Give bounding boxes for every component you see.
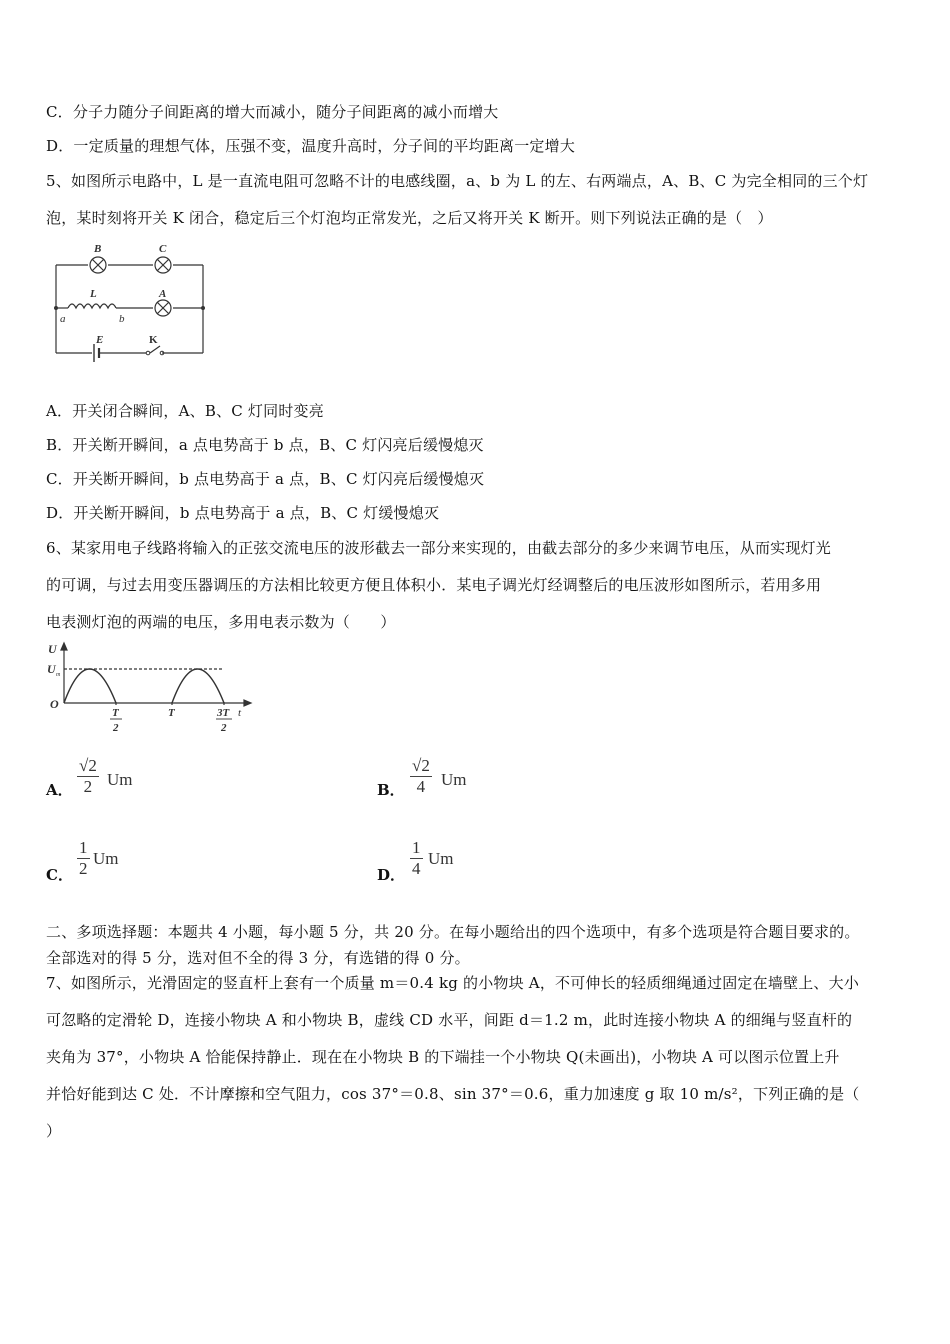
q6-option-d-numerator: 1 [412, 838, 421, 857]
q6-option-a-label: A． [46, 781, 73, 799]
q6-option-b-label: B． [377, 781, 405, 799]
q6-option-d-denominator: 4 [412, 859, 421, 878]
q6-option-a-denominator: 2 [83, 777, 93, 796]
q6-option-c-label: C． [46, 866, 73, 884]
q6-stem-line1: 6、某家用电子线路将输入的正弦交流电压的波形截去一部分来实现的，由截去部分的多少来调节电压，从而实现灯光 [46, 539, 831, 557]
switch-label: K [149, 334, 158, 346]
q7-stem-line2: 可忽略的定滑轮 D，连接小物块 A 和小物块 B，虚线 CD 水平，间距 d＝1.2 m，此时连接小物块 A 的细绳与竖直杆的 [46, 1011, 853, 1029]
q6-option-a-fraction [77, 756, 99, 797]
tick-t: T [168, 707, 175, 719]
q6-option-b-unit: Um [441, 770, 467, 789]
q4-option-c: C．分子力随分子间距离的增大而减小，随分子间距离的减小而增大 [46, 103, 499, 121]
tick-half-t-den: 2 [113, 722, 119, 734]
q6-option-b-numerator: √2 [412, 756, 430, 775]
q5-circuit-figure [48, 240, 218, 365]
q6-option-c-fraction [77, 838, 90, 879]
lamp-a-label: A [159, 288, 167, 300]
q6-stem-line3: 电表测灯泡的两端的电压，多用电表示数为（ ） [46, 613, 396, 631]
q5-option-a: A．开关闭合瞬间，A、B、C 灯同时变亮 [46, 402, 324, 420]
q7-stem-line1: 7、如图所示，光滑固定的竖直杆上套有一个质量 m＝0.4 kg 的小物块 A，不可伸长的轻质细绳通过固定在墙壁上、大小 [46, 974, 860, 992]
tick-half-t-num: T [112, 707, 119, 719]
q6-stem-line2: 的可调，与过去用变压器调压的方法相比较更方便且体积小．某电子调光灯经调整后的电压波形如图所示，若用多用 [46, 576, 822, 594]
q5-stem-line1: 5、如图所示电路中，L 是一直流电阻可忽略不计的电感线圈，a、b 为 L 的左、右两端点，A、B、C 为完全相同的三个灯 [46, 172, 869, 190]
q6-option-c-denominator: 2 [79, 859, 88, 878]
q6-option-c-numerator: 1 [79, 838, 88, 857]
section2-header-line1: 二、多项选择题：本题共 4 小题，每小题 5 分，共 20 分。在每小题给出的四个选项中，有多个选项是符合题目要求的。 [46, 923, 860, 941]
q5-option-c: C．开关断开瞬间，b 点电势高于 a 点，B、C 灯闪亮后缓慢熄灭 [46, 470, 485, 488]
q6-option-a-numerator: √2 [79, 756, 97, 775]
q5-option-b: B．开关断开瞬间，a 点电势高于 b 点，B、C 灯闪亮后缓慢熄灭 [46, 436, 484, 454]
q7-stem-line5: ） [46, 1122, 62, 1140]
q6-option-d-unit: Um [428, 849, 454, 868]
lamp-c-label: C [159, 243, 167, 255]
tick-3half-t-den: 2 [221, 722, 227, 734]
lamp-b-label: B [94, 243, 102, 255]
q6-option-a-unit: Um [107, 770, 133, 789]
graph-origin-label: O [50, 697, 59, 711]
graph-x-axis-label: t [238, 707, 242, 719]
q4-option-d: D．一定质量的理想气体，压强不变，温度升高时，分子间的平均距离一定增大 [46, 137, 576, 155]
tick-3half-t-num: 3T [217, 707, 230, 719]
graph-y-axis-label: U [48, 642, 57, 656]
battery-label: E [96, 334, 104, 346]
q6-option-c-unit: Um [93, 849, 119, 868]
q7-stem-line3: 夹角为 37°，小物块 A 恰能保持静止．现在在小物块 B 的下端挂一个小物块 Q(未画出)，小物块 A 可以图示位置上升 [46, 1048, 840, 1066]
q6-option-b-fraction [410, 756, 432, 797]
q6-option-d-label: D． [377, 866, 406, 884]
graph-um-label: U [47, 662, 56, 676]
q6-option-d-fraction [410, 838, 423, 879]
inductor-label: L [90, 288, 97, 300]
point-a-label: a [60, 313, 66, 325]
q5-stem-line2: 泡，某时刻将开关 K 闭合，稳定后三个灯泡均正常发光，之后又将开关 K 断开。则下列说法正确的是（ ） [46, 209, 773, 227]
q6-voltage-graph [44, 640, 254, 740]
point-b-label: b [119, 313, 125, 325]
q7-stem-line4: 并恰好能到达 C 处．不计摩擦和空气阻力，cos 37°＝0.8、sin 37°＝0.6，重力加速度 g 取 10 m/s²，下列正确的是（ [46, 1085, 860, 1103]
section2-header-line2: 全部选对的得 5 分，选对但不全的得 3 分，有选错的得 0 分。 [46, 949, 470, 967]
q6-option-b-denominator: 4 [416, 777, 426, 796]
graph-um-subscript: m [56, 672, 61, 678]
q5-option-d: D．开关断开瞬间，b 点电势高于 a 点，B、C 灯缓慢熄灭 [46, 504, 440, 522]
